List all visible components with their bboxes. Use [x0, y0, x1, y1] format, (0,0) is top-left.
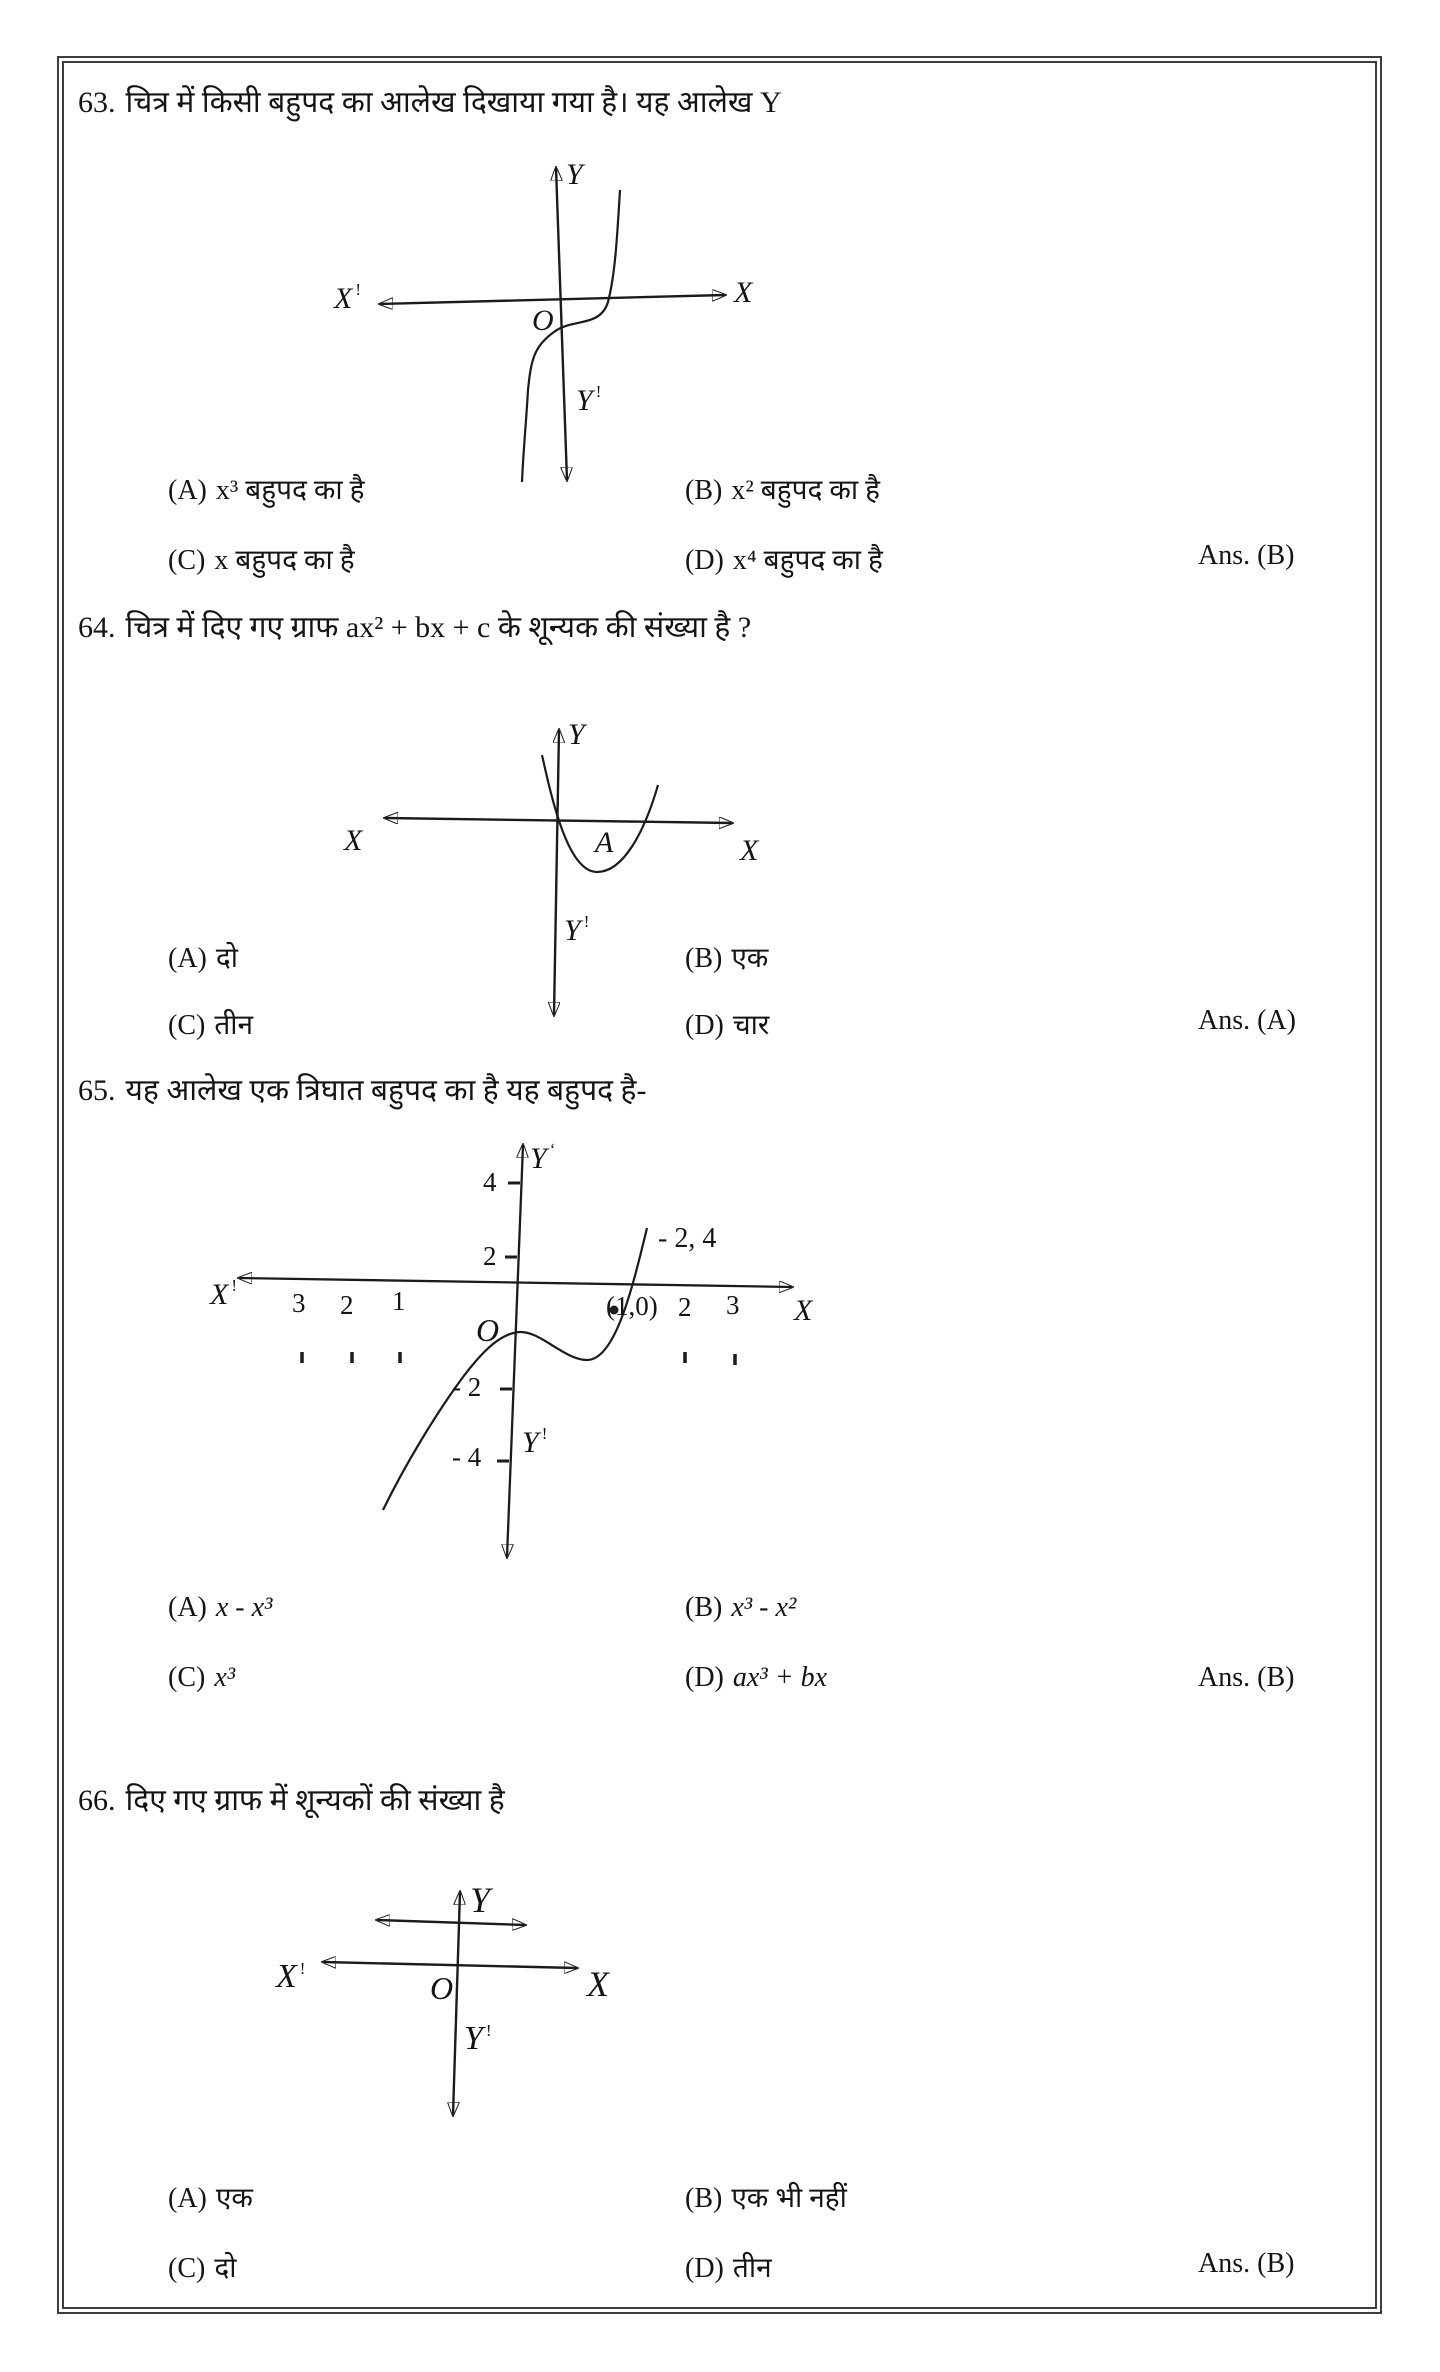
option-text: x³ बहुपद का है: [215, 475, 365, 506]
option-c: [168, 2248, 236, 2286]
x-axis-right-label: X: [740, 834, 759, 867]
x-prime-mark: !: [231, 1276, 237, 1295]
option-text: एक: [731, 943, 769, 974]
origin-label: O: [532, 304, 554, 337]
y-main: Y: [530, 1142, 547, 1175]
option-a: [168, 470, 365, 508]
figure-64-canvas: [330, 690, 780, 1030]
question-text: यह आलेख एक त्रिघात बहुपद का है यह बहुपद है-: [125, 1074, 647, 1107]
option-label: (C): [168, 1662, 206, 1693]
x-prime-mark: !: [299, 1959, 306, 1978]
option-d: [685, 2248, 772, 2286]
x-tick-label-r3: 3: [726, 1290, 740, 1320]
question-number: 65.: [78, 1074, 116, 1107]
x-prime-mark: !: [355, 280, 361, 299]
option-label: (D): [685, 1010, 724, 1041]
y-axis-label: [530, 1140, 556, 1175]
x-axis: [380, 295, 725, 304]
option-text: x बहुपद का है: [214, 545, 355, 576]
x-tick-label-2: 2: [340, 1290, 354, 1320]
constant-line: [377, 1920, 525, 1925]
option-a: [168, 938, 238, 976]
x-axis-label: X: [794, 1294, 813, 1327]
question-text: दिए गए ग्राफ में शून्यकों की संख्या है: [125, 1784, 505, 1817]
y-prime-mark: !: [583, 912, 590, 931]
point-label-1-0: (1,0): [606, 1291, 658, 1321]
origin-label: O: [476, 1312, 500, 1348]
x-prime-axis-label: [334, 280, 361, 315]
option-a: [168, 1592, 272, 1624]
x-axis: [239, 1278, 792, 1287]
option-b: [685, 470, 880, 508]
option-label: (A): [168, 475, 207, 506]
y-prime-main: Y: [576, 384, 593, 417]
y-axis: [453, 1892, 460, 2115]
y-axis: [554, 730, 559, 1015]
figure-cubic-graph-q65: [180, 1130, 830, 1580]
x-prime-axis-label: [276, 1960, 305, 1994]
y-prime-axis-label: [522, 1424, 548, 1459]
option-label: (B): [685, 1592, 723, 1623]
x-tick-label-3: 3: [292, 1288, 306, 1318]
question-65-line: [78, 1068, 646, 1109]
option-c: [168, 1662, 235, 1694]
x-axis-label: X: [734, 276, 753, 309]
question-63-line: [78, 80, 782, 121]
option-b: [685, 938, 768, 976]
y-prime-mark: !: [595, 382, 602, 401]
x-prime-main: X: [334, 282, 353, 315]
option-label: (C): [168, 545, 206, 576]
option-label: (B): [685, 475, 723, 506]
question-text: चित्र में दिए गए ग्राफ ax² + bx + c के शून्यक की संख्या है ?: [125, 611, 752, 644]
x-prime-main: X: [210, 1278, 229, 1311]
y-axis-label: Y: [566, 158, 583, 191]
option-label: (A): [168, 943, 207, 974]
option-text: तीन: [732, 2253, 772, 2284]
y-tick-label-neg2: - 2: [452, 1372, 482, 1402]
x-prime-axis-label: [210, 1276, 237, 1311]
option-d: [685, 1005, 769, 1043]
option-b: [685, 1592, 796, 1624]
y-mark: ‘: [549, 1140, 556, 1159]
origin-label: O: [430, 1970, 454, 2006]
x-axis-label: X: [587, 1964, 609, 2004]
answer-q66: Ans. (B): [1198, 2248, 1295, 2279]
option-text: चार: [732, 1010, 770, 1041]
y-prime-mark: !: [485, 2021, 492, 2040]
option-text: दो: [215, 943, 238, 974]
point-annotation-2-4: - 2, 4: [658, 1223, 717, 1254]
question-number: 63.: [78, 86, 116, 119]
figure-cubic-graph-q63: [300, 140, 780, 500]
y-prime-axis-label: [576, 382, 602, 417]
option-label: (B): [685, 2183, 723, 2214]
x-tick-label-r2: 2: [678, 1292, 692, 1322]
option-c: [168, 1005, 253, 1043]
y-prime-main: Y: [522, 1426, 539, 1459]
answer-q63: Ans. (B): [1198, 540, 1295, 571]
option-text: ax³ + bx: [732, 1662, 828, 1693]
y-axis-label: Y: [470, 1880, 491, 1920]
figure-66-canvas: [230, 1860, 680, 2140]
option-text: x² बहुपद का है: [731, 475, 880, 506]
y-prime-main: Y: [564, 914, 581, 947]
option-text: एक भी नहीं: [731, 2183, 847, 2214]
option-d: [685, 1662, 827, 1694]
question-66-line: [78, 1778, 505, 1819]
y-axis: [556, 168, 567, 480]
y-axis: [507, 1145, 523, 1557]
option-label: (A): [168, 1592, 207, 1623]
figure-constant-line-graph-q66: [230, 1860, 680, 2140]
y-tick-label-2: 2: [483, 1241, 497, 1271]
option-text: x⁴ बहुपद का है: [732, 545, 883, 576]
option-text: दो: [214, 2253, 237, 2284]
option-text: तीन: [214, 1010, 254, 1041]
answer-q64: Ans. (A): [1198, 1005, 1296, 1036]
y-axis-label: Y: [568, 718, 585, 751]
x-axis: [323, 1962, 577, 1968]
option-text: x - x³: [215, 1592, 273, 1623]
question-number: 66.: [78, 1784, 116, 1817]
question-64-line: [78, 605, 751, 646]
option-text: x³ - x²: [731, 1592, 797, 1623]
question-text: चित्र में किसी बहुपद का आलेख दिखाया गया है। यह आलेख Y: [125, 86, 782, 119]
figure-parabola-graph-q64: [330, 690, 780, 1030]
option-label: (D): [685, 1662, 724, 1693]
option-b: [685, 2178, 847, 2216]
option-a: [168, 2178, 253, 2216]
question-number: 64.: [78, 611, 116, 644]
y-tick-label-4: 4: [483, 1167, 497, 1197]
option-label: (D): [685, 545, 724, 576]
option-d: [685, 540, 883, 578]
figure-65-canvas: [180, 1130, 830, 1580]
option-label: (A): [168, 2183, 207, 2214]
option-label: (B): [685, 943, 723, 974]
option-c: [168, 540, 355, 578]
option-text: एक: [215, 2183, 253, 2214]
y-prime-mark: !: [541, 1424, 548, 1443]
option-label: (C): [168, 1010, 206, 1041]
x-tick-label-1: 1: [392, 1286, 406, 1316]
option-label: (C): [168, 2253, 206, 2284]
y-prime-axis-label: [564, 912, 590, 947]
x-prime-main: X: [276, 1958, 297, 1995]
y-tick-label-neg4: - 4: [452, 1442, 482, 1472]
y-prime-axis-label: [464, 2022, 492, 2056]
y-prime-main: Y: [464, 2020, 483, 2057]
point-a-label: A: [595, 826, 614, 859]
option-label: (D): [685, 2253, 724, 2284]
option-text: x³: [214, 1662, 236, 1693]
answer-q65: Ans. (B): [1198, 1662, 1295, 1693]
x-axis-left-label: X: [344, 824, 363, 857]
